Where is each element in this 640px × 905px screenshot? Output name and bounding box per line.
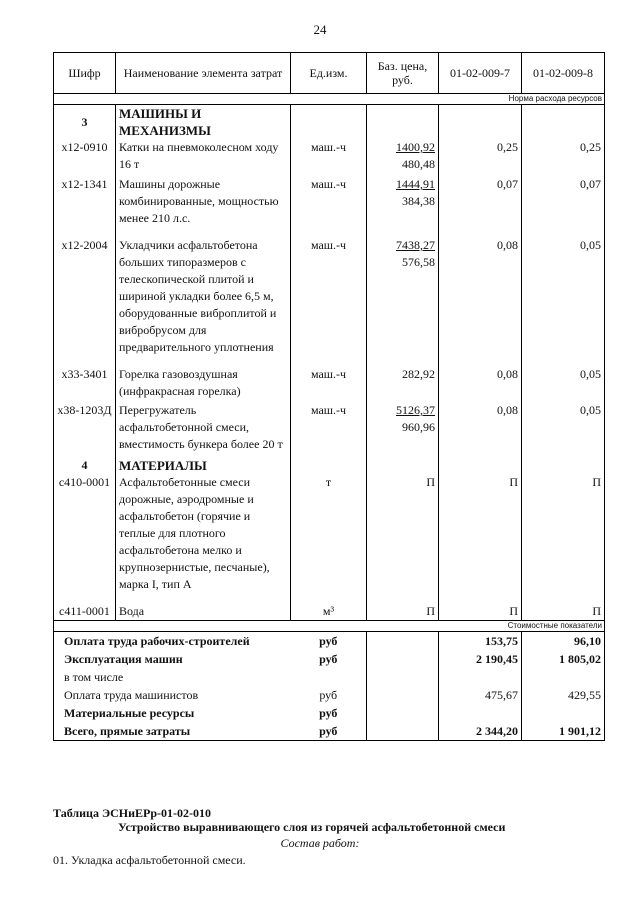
header-col1: 01-02-009-7 bbox=[439, 53, 522, 94]
summary-row bbox=[54, 722, 605, 741]
row-value-1: 0,25 bbox=[439, 139, 522, 173]
summary-row bbox=[54, 704, 605, 722]
row-name: Катки на пневмоколесном ходу 16 т bbox=[116, 139, 291, 173]
row-unit: маш.-ч bbox=[291, 139, 367, 173]
section-title: МАШИНЫ И МЕХАНИЗМЫ bbox=[116, 105, 291, 140]
row-name: Горелка газовоздушная (инфракрасная горелка) bbox=[116, 356, 291, 400]
summary-unit: руб bbox=[291, 704, 367, 722]
page-number bbox=[0, 22, 640, 38]
work-item: 01. Укладка асфальтобетонной смеси. bbox=[53, 853, 246, 867]
summary-row bbox=[54, 686, 605, 704]
row-unit: т bbox=[291, 474, 367, 593]
row-unit: м³ bbox=[291, 593, 367, 621]
row-price-total: 282,92 bbox=[367, 356, 439, 400]
row-value-1: П bbox=[439, 593, 522, 621]
row-unit: маш.-ч bbox=[291, 227, 367, 356]
row-value-2: 0,05 bbox=[522, 400, 605, 457]
row-value-1: 0,07 bbox=[439, 173, 522, 227]
table-row bbox=[54, 474, 605, 593]
row-name: Перегружатель асфальтобетонной смеси, вместимость бункера более 20 т bbox=[116, 400, 291, 457]
summary-value-2: 1 805,02 bbox=[522, 650, 605, 668]
summary-value-2 bbox=[522, 704, 605, 722]
row-code: х33-3401 bbox=[54, 356, 116, 400]
summary-label: Всего, прямые затраты bbox=[54, 722, 291, 741]
header-col2: 01-02-009-8 bbox=[522, 53, 605, 94]
row-value-1: 0,08 bbox=[439, 400, 522, 457]
table-row bbox=[54, 593, 605, 621]
table-row bbox=[54, 400, 605, 457]
row-price-wage: 960,96 bbox=[402, 420, 435, 434]
table-subtitle: Устройство выравнивающего слоя из горячей асфальтобетонной смеси bbox=[118, 820, 506, 834]
page-number-value: 24 bbox=[313, 22, 327, 37]
header-code: Шифр bbox=[54, 53, 116, 94]
row-code: с410-0001 bbox=[54, 474, 116, 593]
summary-value-2: 96,10 bbox=[522, 632, 605, 651]
resource-table bbox=[53, 52, 605, 741]
summary-label: Оплата труда рабочих-строителей bbox=[54, 632, 291, 651]
table-row bbox=[54, 356, 605, 400]
row-price: П bbox=[367, 474, 439, 593]
header-price: Баз. цена, руб. bbox=[367, 53, 439, 94]
header-unit: Ед.изм. bbox=[291, 53, 367, 94]
summary-label: в том числе bbox=[54, 668, 291, 686]
row-value-2: П bbox=[522, 593, 605, 621]
header-name: Наименование элемента затрат bbox=[116, 53, 291, 94]
section-number: 3 bbox=[54, 105, 116, 140]
summary-row bbox=[54, 668, 605, 686]
row-price-total: 1400,92 bbox=[396, 140, 435, 154]
summary-value-1: 153,75 bbox=[439, 632, 522, 651]
summary-unit bbox=[291, 668, 367, 686]
row-value-1: П bbox=[439, 474, 522, 593]
summary-value-2: 1 901,12 bbox=[522, 722, 605, 741]
cost-caption: Стоимостные показатели bbox=[54, 621, 605, 632]
summary-unit: руб bbox=[291, 686, 367, 704]
row-price-total: 7438,27 bbox=[396, 238, 435, 252]
summary-unit: руб bbox=[291, 722, 367, 741]
row-value-2: П bbox=[522, 474, 605, 593]
table-title: Таблица ЭСНиЕРр-01-02-010 bbox=[53, 806, 212, 820]
row-price-total: 1444,91 bbox=[396, 177, 435, 191]
summary-unit: руб bbox=[291, 632, 367, 651]
row-code: х12-0910 bbox=[54, 139, 116, 173]
row-value-2: 0,05 bbox=[522, 227, 605, 356]
row-value-1: 0,08 bbox=[439, 227, 522, 356]
summary-unit: руб bbox=[291, 650, 367, 668]
row-name: Машины дорожные комбинированные, мощностью менее 210 л.с. bbox=[116, 173, 291, 227]
summary-value-1 bbox=[439, 704, 522, 722]
summary-value-1: 475,67 bbox=[439, 686, 522, 704]
row-value-2: 0,05 bbox=[522, 356, 605, 400]
row-value-2: 0,25 bbox=[522, 139, 605, 173]
row-unit: маш.-ч bbox=[291, 400, 367, 457]
row-code: х12-1341 bbox=[54, 173, 116, 227]
row-name: Вода bbox=[116, 593, 291, 621]
table-row bbox=[54, 139, 605, 173]
summary-value-1 bbox=[439, 668, 522, 686]
row-price-total: 5126,37 bbox=[396, 403, 435, 417]
row-price-wage: 480,48 bbox=[402, 157, 435, 171]
row-name: Асфальтобетонные смеси дорожные, аэродромные и асфальтобетон (горячие и теплые для плотного асфальтобетона мелко и крупнозернистые, песчаные), марка I, тип А bbox=[116, 474, 291, 593]
summary-row bbox=[54, 632, 605, 651]
row-value-2: 0,07 bbox=[522, 173, 605, 227]
composition-heading: Состав работ: bbox=[280, 836, 360, 850]
summary-value-2 bbox=[522, 668, 605, 686]
row-price-wage: 576,58 bbox=[402, 255, 435, 269]
table-row bbox=[54, 227, 605, 356]
row-price: П bbox=[367, 593, 439, 621]
row-code: х12-2004 bbox=[54, 227, 116, 356]
section-row bbox=[54, 457, 605, 474]
summary-row bbox=[54, 650, 605, 668]
row-code: х38-1203Д bbox=[54, 400, 116, 457]
section-row bbox=[54, 105, 605, 140]
summary-value-1: 2 344,20 bbox=[439, 722, 522, 741]
section-title: МАТЕРИАЛЫ bbox=[116, 457, 291, 474]
row-unit: маш.-ч bbox=[291, 356, 367, 400]
table-header bbox=[54, 53, 605, 94]
row-price-wage: 384,38 bbox=[402, 194, 435, 208]
row-value-1: 0,08 bbox=[439, 356, 522, 400]
section-number: 4 bbox=[54, 457, 116, 474]
summary-label: Оплата труда машинистов bbox=[54, 686, 291, 704]
row-unit: маш.-ч bbox=[291, 173, 367, 227]
summary-label: Материальные ресурсы bbox=[54, 704, 291, 722]
row-code: с411-0001 bbox=[54, 593, 116, 621]
summary-value-1: 2 190,45 bbox=[439, 650, 522, 668]
norm-caption: Норма расхода ресурсов bbox=[54, 94, 605, 105]
summary-label: Эксплуатация машин bbox=[54, 650, 291, 668]
row-name: Укладчики асфальтобетона больших типоразмеров с телескопической плитой и шириной укладки более 6,5 м, оборудованные виброплитой и вибробрусом для предварительного уплотнения bbox=[116, 227, 291, 356]
summary-value-2: 429,55 bbox=[522, 686, 605, 704]
table-row bbox=[54, 173, 605, 227]
